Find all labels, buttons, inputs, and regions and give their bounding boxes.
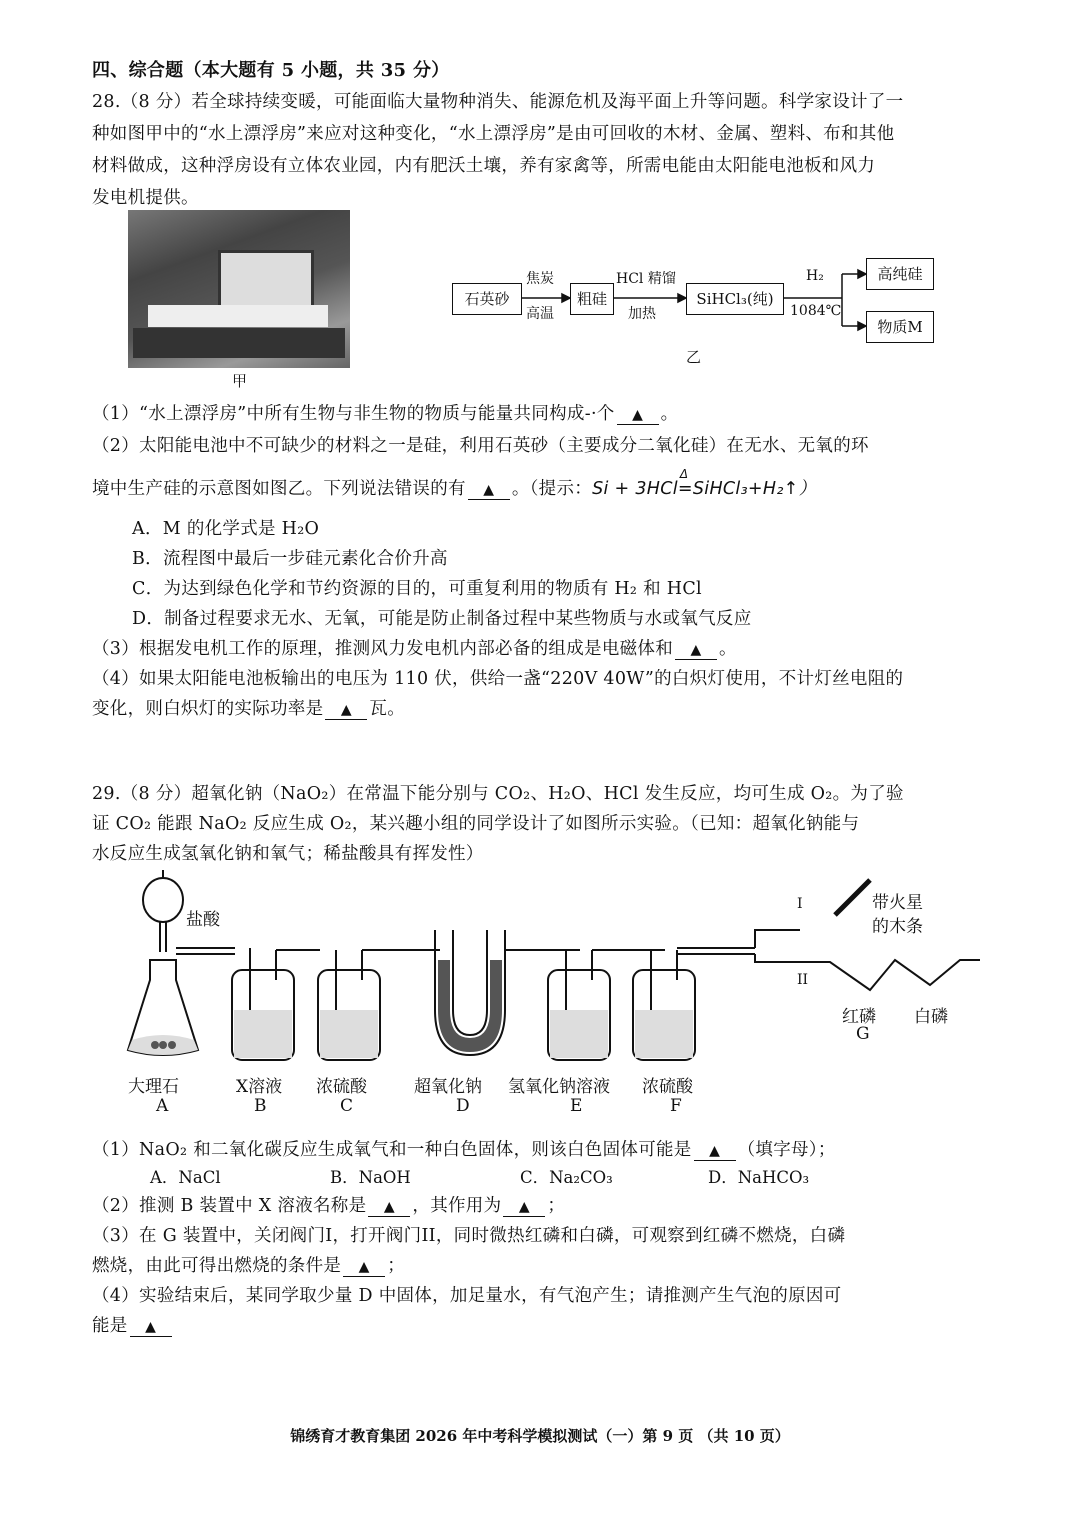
- floating-house-photo: [128, 210, 350, 368]
- letter-c: C: [340, 1096, 354, 1116]
- answer-blank[interactable]: ▲: [617, 404, 659, 425]
- q29-part-2: （2）推测 B 装置中 X 溶液名称是 ▲ ，其作用为 ▲ ；: [92, 1196, 566, 1216]
- flow-box-quartz-sand: 石英砂: [452, 283, 522, 315]
- g-tube: [755, 954, 980, 990]
- answer-blank[interactable]: ▲: [343, 1256, 385, 1277]
- label-conc-h2so4-f: 浓硫酸: [642, 1077, 693, 1097]
- letter-d: D: [456, 1096, 470, 1116]
- label-hcl: 盐酸: [186, 910, 220, 930]
- label-conc-h2so4-c: 浓硫酸: [316, 1077, 367, 1097]
- q28-intro-line-4: 发电机提供。: [92, 188, 199, 208]
- q29-choice-c: C．Na₂CO₃: [520, 1168, 613, 1187]
- figure-jia-label: 甲: [232, 372, 248, 390]
- flow-arrow1-bottom: 高温: [526, 306, 554, 322]
- label-x-solution: X溶液: [236, 1077, 283, 1097]
- label-sodium-superoxide: 超氧化钠: [414, 1077, 482, 1097]
- label-naoh-solution: 氢氧化钠溶液: [508, 1077, 610, 1097]
- u-tube-inner: [453, 930, 487, 1035]
- label-splint-1: 带火星: [872, 893, 923, 913]
- flow-box-pure-silicon: 高纯硅: [866, 258, 934, 290]
- flow-arrow2-bottom: 加热: [628, 306, 656, 322]
- q28-part-2-line-2: 境中生产硅的示意图如图乙。下列说法错误的有 ▲ 。（提示：Si + 3HCl Δ =SiHCl₃+H₂↑）: [92, 467, 817, 499]
- letter-e: E: [570, 1096, 583, 1116]
- q28-option-c: C．为达到绿色化学和节约资源的目的，可重复利用的物质有 H₂ 和 HCl: [132, 579, 702, 599]
- valve-1-label: I: [797, 896, 803, 912]
- q28-intro-line-2: 种如图甲中的“水上漂浮房”来应对这种变化，“水上漂浮房”是由可回收的木材、金属、塑料、布和其他: [92, 124, 895, 144]
- flow-box-sihcl3: SiHCl₃(纯): [686, 283, 784, 315]
- letter-b: B: [254, 1096, 267, 1116]
- experiment-apparatus: [110, 860, 990, 1080]
- q28-part-1: （1）“水上漂浮房”中所有生物与非生物的物质与能量共同构成-·个 ▲ 。: [92, 404, 679, 424]
- q28-intro-line-1: 28.（8 分）若全球持续变暖，可能面临大量物种消失、能源危机及海平面上升等问题。科学家设计了一: [92, 92, 904, 112]
- flow-arrow3-bottom: 1084℃: [790, 303, 842, 319]
- q29-choice-a: A．NaCl: [150, 1168, 221, 1187]
- q29-part-4-line-1: （4）实验结束后，某同学取少量 D 中固体，加足量水，有气泡产生；请推测产生气泡的原因可: [92, 1286, 842, 1306]
- answer-blank[interactable]: ▲: [503, 1196, 545, 1217]
- q29-intro-line-1: 29.（8 分）超氧化钠（NaO₂）在常温下能分别与 CO₂、H₂O、HCl 发生反应，均可生成 O₂。为了验: [92, 784, 904, 804]
- label-red-phosphorus: 红磷: [842, 1007, 876, 1027]
- q29-choice-d: D．NaHCO₃: [708, 1168, 810, 1187]
- label-marble: 大理石: [128, 1077, 179, 1097]
- answer-blank[interactable]: ▲: [694, 1140, 736, 1161]
- valve-2-label: II: [797, 972, 809, 988]
- answer-blank[interactable]: ▲: [130, 1316, 172, 1337]
- page-footer: 锦绣育才教育集团 2026 年中考科学模拟测试（一）第 9 页 （共 10 页）: [290, 1427, 790, 1445]
- answer-blank[interactable]: ▲: [675, 639, 717, 660]
- answer-blank[interactable]: ▲: [468, 479, 510, 500]
- answer-blank[interactable]: ▲: [368, 1196, 410, 1217]
- q28-part-4-line-2: 变化，则白炽灯的实际功率是 ▲ 瓦。: [92, 699, 406, 719]
- q28-intro-line-3: 材料做成，这种浮房设有立体农业园，内有肥沃土壤，养有家禽等，所需电能由太阳能电池板和风力: [92, 156, 876, 176]
- q29-part-1: （1）NaO₂ 和二氧化碳反应生成氧气和一种白色固体，则该白色固体可能是 ▲ （填字母）；: [92, 1140, 836, 1160]
- q28-option-b: B．流程图中最后一步硅元素化合价升高: [132, 549, 448, 569]
- branch-valve-1-pipe: [755, 930, 800, 948]
- letter-a: A: [156, 1096, 169, 1116]
- label-g: G: [856, 1024, 870, 1044]
- flow-box-crude-silicon: 粗硅: [570, 283, 614, 315]
- q28-part-4-line-1: （4）如果太阳能电池板输出的电压为 110 伏，供给一盏“220V 40W”的白炽灯使用，不计灯丝电阻的: [92, 669, 904, 689]
- q28-part-2-line-1: （2）太阳能电池中不可缺少的材料之一是硅，利用石英砂（主要成分二氧化硅）在无水、无氧的环: [92, 436, 869, 456]
- q28-part-3: （3）根据发电机工作的原理，推测风力发电机内部必备的组成是电磁体和 ▲ 。: [92, 639, 737, 659]
- flow-box-substance-m: 物质M: [866, 311, 934, 343]
- answer-blank[interactable]: ▲: [325, 699, 367, 720]
- separatory-funnel: [143, 878, 183, 922]
- letter-f: F: [670, 1096, 682, 1116]
- q28-option-d: D．制备过程要求无水、无氧，可能是防止制备过程中某些物质与水或氧气反应: [132, 609, 752, 629]
- q28-option-a: A．M 的化学式是 H₂O: [132, 519, 320, 539]
- chemical-formula: Si + 3HCl Δ =SiHCl₃+H₂↑）: [592, 467, 817, 499]
- q29-part-4-line-2: 能是 ▲: [92, 1312, 174, 1337]
- q29-choice-b: B．NaOH: [330, 1168, 411, 1187]
- q29-intro-line-3: 水反应生成氢氧化钠和氧气；稀盐酸具有挥发性）: [92, 844, 484, 864]
- flow-arrow2-top: HCl 精馏: [616, 271, 676, 287]
- glowing-splint: [835, 880, 870, 915]
- q29-intro-line-2: 证 CO₂ 能跟 NaO₂ 反应生成 O₂，某兴趣小组的同学设计了如图所示实验。（已知：超氧化钠能与: [92, 814, 860, 834]
- label-splint-2: 的木条: [872, 917, 923, 937]
- figure-yi-label: 乙: [686, 348, 702, 366]
- q29-part-3-line-1: （3）在 G 装置中，关闭阀门I，打开阀门II，同时微热红磷和白磷，可观察到红磷不燃烧，白磷: [92, 1226, 846, 1246]
- section-title: 四、综合题（本大题有 5 小题，共 35 分）: [92, 60, 450, 81]
- q29-part-3-line-2: 燃烧，由此可得出燃烧的条件是 ▲ ；: [92, 1256, 406, 1276]
- flow-arrow1-top: 焦炭: [526, 271, 554, 287]
- flow-arrow3-top: H₂: [806, 268, 824, 284]
- sodium-superoxide-fill: [438, 960, 502, 1052]
- label-white-phosphorus: 白磷: [914, 1007, 948, 1027]
